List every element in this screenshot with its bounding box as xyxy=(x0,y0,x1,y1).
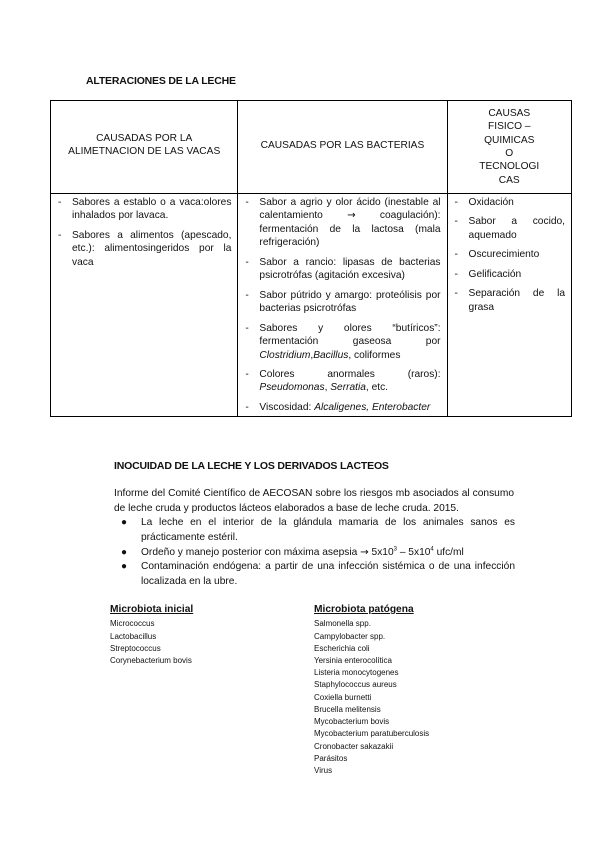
list-item: Staphylococcus aureus xyxy=(314,680,397,690)
cell-alimentacion xyxy=(51,194,238,417)
list-item: Coxiella burnetti xyxy=(314,692,372,702)
list-item: - Sabor a cocido, aquemado xyxy=(452,215,565,242)
microbiota-inicial-title: Microbiota inicial xyxy=(110,604,194,615)
list-item: Brucella melitensis xyxy=(314,704,381,714)
list-item: - Sabor pútrido y amargo: proteólisis por bacterias psicrotrófas xyxy=(242,289,440,316)
arrow-right-icon: → xyxy=(360,546,369,558)
header-alimentacion: CAUSADAS POR LA ALIMETNACION DE LAS VACAS xyxy=(51,101,238,194)
list-item: - Separación de la grasa xyxy=(452,287,565,314)
table-body-row xyxy=(51,194,572,417)
list-item: - Sabores y olores “butíricos”: fermentación gaseosa por Clostridium,Bacillus, coliformes xyxy=(242,322,440,362)
bullet-icon: ● xyxy=(121,561,128,573)
bullet-icon: ● xyxy=(121,517,128,528)
list-item: Salmonella spp. xyxy=(314,619,371,629)
list-item: ● Contaminación endógena: a partir de una infección sistémica o de una infección localizada en la ubre. xyxy=(121,561,515,588)
section-title-alteraciones: ALTERACIONES DE LA LECHE xyxy=(86,75,236,87)
list-item: Mycobacterium bovis xyxy=(314,717,390,727)
list-item: Micrococcus xyxy=(110,619,155,629)
list-item: Virus xyxy=(314,766,333,776)
bullet-icon: ● xyxy=(121,546,128,558)
microbiota-patogena-list xyxy=(314,603,429,777)
section-title-inocuidad: INOCUIDAD DE LA LECHE Y LOS DERIVADOS LACTEOS xyxy=(114,460,389,472)
list-item: - Oscurecimiento xyxy=(452,248,565,261)
list-item: - Sabores a alimentos (apescado, etc.): alimentosingeridos por la vaca xyxy=(55,229,231,269)
alteraciones-table xyxy=(50,100,572,417)
table-header-row xyxy=(51,101,572,194)
list-item: ● Ordeño y manejo posterior con máxima asepsia → $5x10^3 - 5x10^4$ ufc/ml xyxy=(114,546,515,561)
list-item: - Oxidación xyxy=(452,196,565,209)
list-item: - Viscosidad: Alcaligenes, Enterobacter xyxy=(242,401,440,414)
list-item: Lactobacillus xyxy=(110,631,157,641)
list-item: Campylobacter spp. xyxy=(314,631,386,641)
cell-fisico-quimicas xyxy=(447,194,571,417)
header-fisico-quimicas: CAUSAS FISICO – QUIMICAS O TECNOLOGI CAS xyxy=(447,101,571,194)
list-item: - Sabores a establo o a vaca:olores inhalados por lavaca. xyxy=(55,196,231,223)
list-item: Cronobacter sakazakii xyxy=(314,741,394,751)
microbiota-inicial-list xyxy=(110,603,193,667)
list-item: Parásitos xyxy=(314,753,348,763)
list-item: Escherichia coli xyxy=(314,643,370,653)
list-item: Mycobacterium paratuberculosis xyxy=(314,729,430,739)
cell-bacterias xyxy=(238,194,447,417)
list-item: - Gelificación xyxy=(452,268,565,281)
microbiota-patogena-title: Microbiota patógena xyxy=(314,604,414,615)
list-item: ● La leche en el interior de la glándula mamaria de los animales sanos es prácticamente estéril. xyxy=(121,517,515,543)
header-bacterias: CAUSADAS POR LAS BACTERIAS xyxy=(238,101,447,194)
list-item: - Sabor a rancio: lipasas de bacterias psicrotrófas (agitación excesiva) xyxy=(242,256,440,283)
arrow-right-icon: → xyxy=(347,210,356,222)
list-item: - Colores anormales (raros): Pseudomonas, Serratia, etc. xyxy=(242,368,440,395)
intro-paragraph: Informe del Comité Científico de AECOSAN sobre los riesgos mb asociados al consumo de leche cruda y productos lácteos elaborados a base de leche cruda. 2015. xyxy=(114,488,514,514)
list-item: Yersinia enterocolítica xyxy=(314,655,392,665)
list-item: Streptococcus xyxy=(110,643,161,653)
list-item: Listeria monocytogenes xyxy=(314,668,399,678)
list-item: - Sabor a agrio y olor ácido (inestable al calentamiento → coagulación): fermentación de la lactosa (mala refrigeración) xyxy=(242,196,440,250)
inocuidad-bullet-list xyxy=(114,516,515,590)
list-item: Corynebacterium bovis xyxy=(110,655,192,665)
